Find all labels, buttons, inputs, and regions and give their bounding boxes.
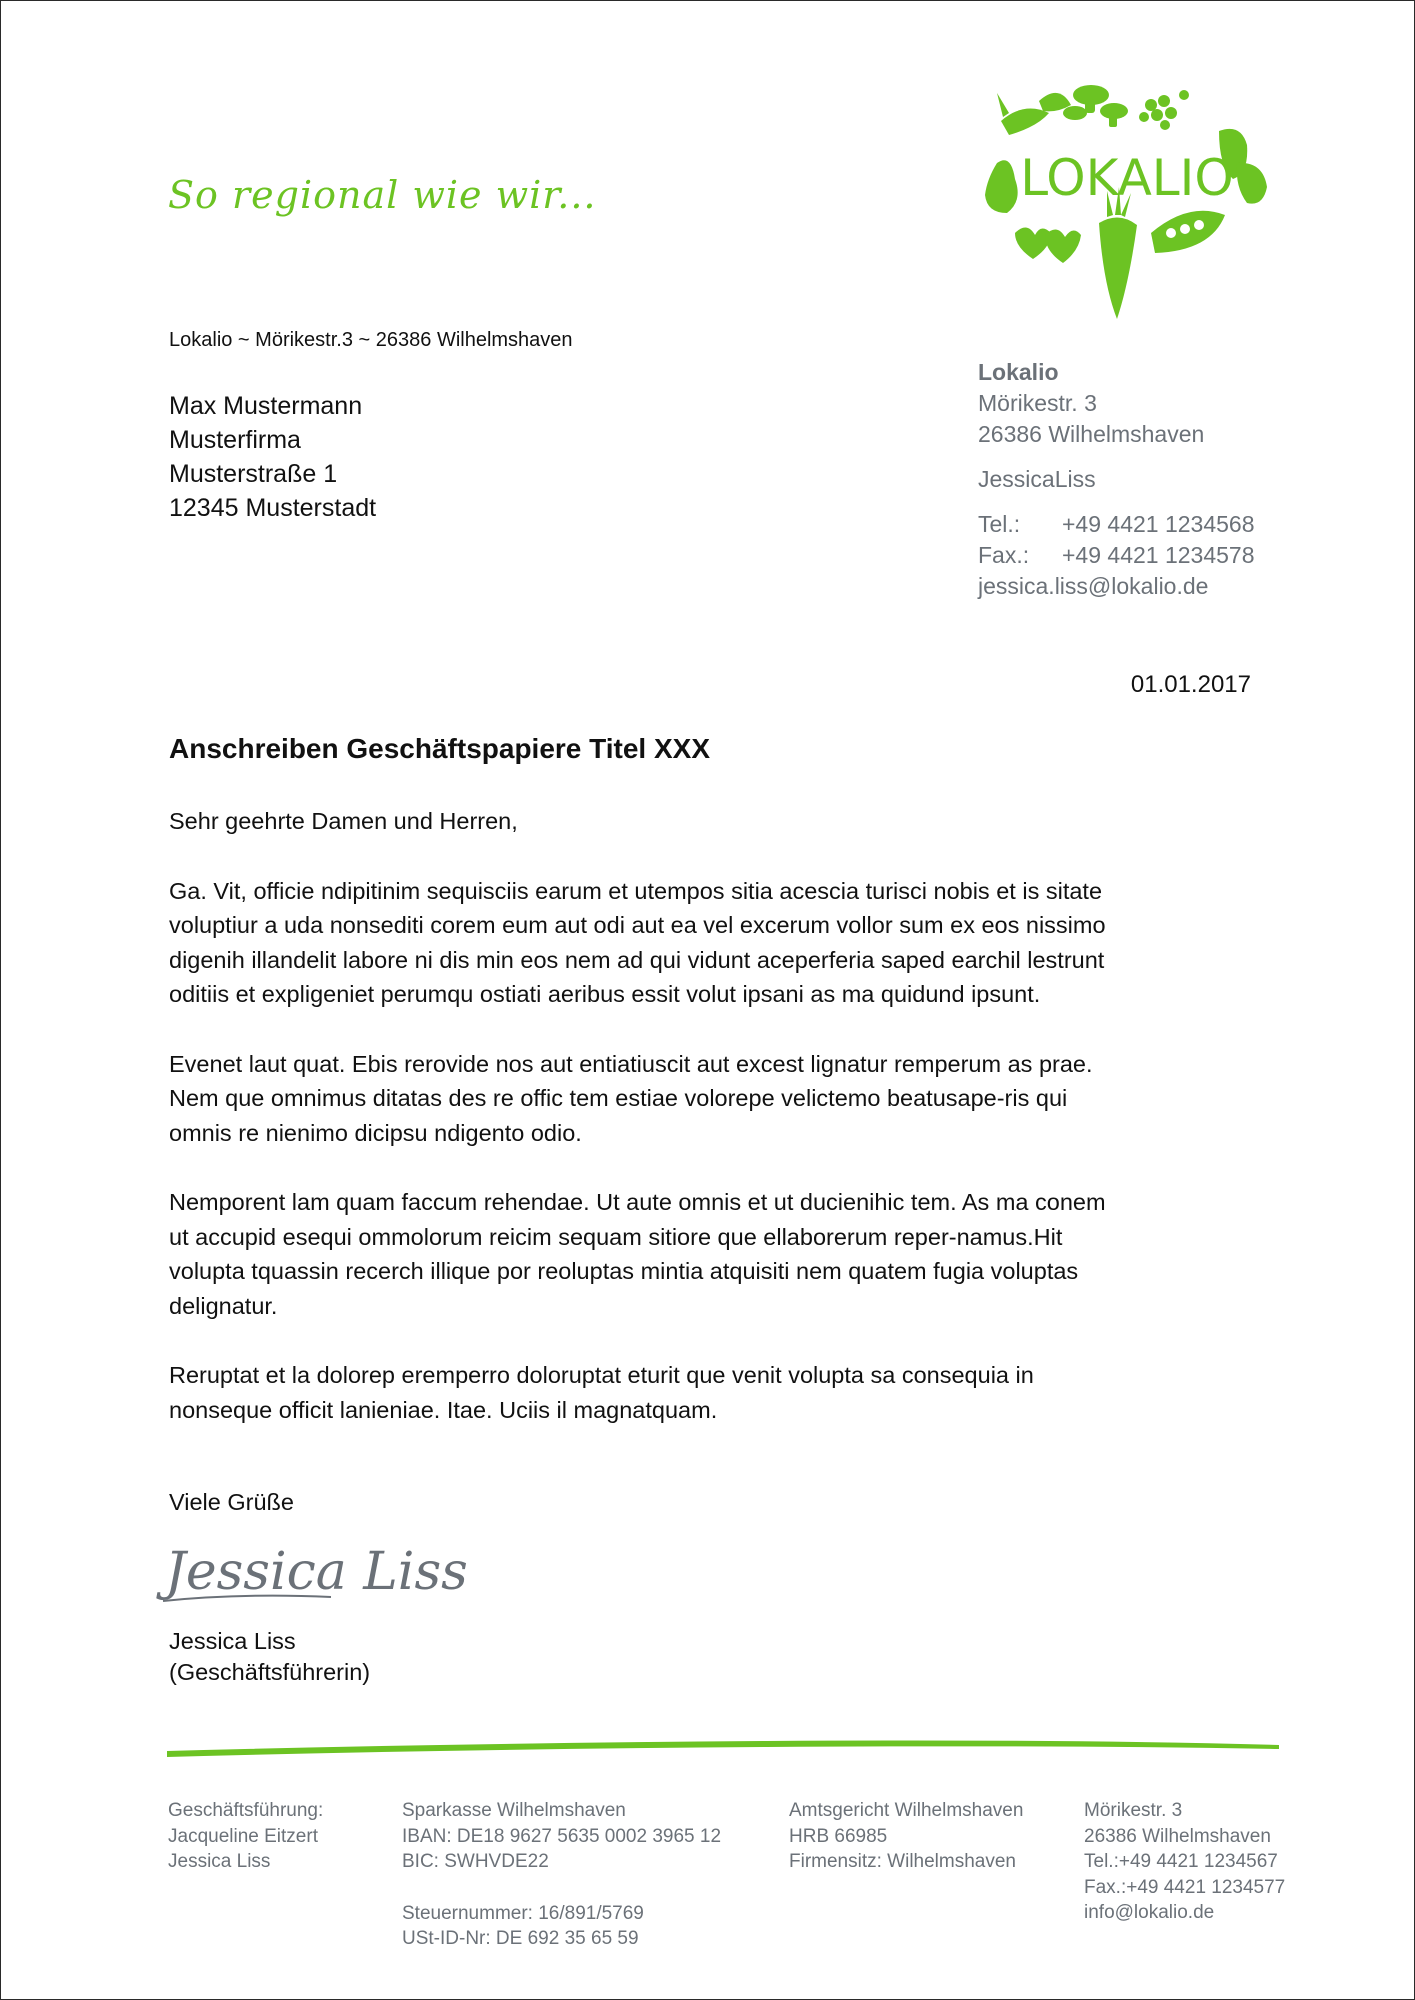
paragraph-2: Evenet laut quat. Ebis rerovide nos aut entiatiuscit aut excest lignatur remperum as prae. Nem que omnimus ditatas des re offic tem estiae volorepe velictemo beatusape-ris qui omnis re nienimo dicipsu ndigento odio.	[169, 1050, 1093, 1146]
salutation: Sehr geehrte Damen und Herren,	[169, 808, 518, 834]
paragraph-4: Reruptat et la dolorep eremperro doloruptat eturit que venit volupta sa consequia in nonseque officit lanieniae. Itae. Uciis il magnatquam.	[169, 1362, 1034, 1423]
footer-hrb: HRB 66985	[789, 1825, 888, 1847]
footer-seat: Firmensitz: Wilhelmshaven	[789, 1851, 1016, 1872]
signer-name: Jessica Liss	[169, 1628, 296, 1654]
footer-iban: IBAN: DE18 9627 5635 0002 3965 12	[402, 1825, 722, 1847]
lokalio-logo	[979, 83, 1279, 323]
footer-fax: Fax.:+49 4421 1234577	[1084, 1876, 1286, 1898]
slogan: So regional wie wir...	[168, 173, 597, 217]
footer-manager-2: Jessica Liss	[168, 1851, 271, 1872]
recipient-address	[169, 389, 376, 525]
tel-number: +49 4421 1234568	[1062, 511, 1255, 537]
letter-subject: Anschreiben Geschäftspapiere Titel XXX	[169, 733, 711, 764]
footer-address	[1084, 1798, 1285, 1926]
recipient-city: 12345 Musterstadt	[169, 494, 377, 522]
fax-label: Fax.:	[978, 542, 1030, 568]
footer-bank	[402, 1798, 721, 1952]
footer-management	[168, 1798, 323, 1875]
fax-number: +49 4421 1234578	[1062, 542, 1255, 568]
footer-bic: BIC: SWHVDE22	[402, 1851, 549, 1872]
sender-email: jessica.liss@lokalio.de	[978, 573, 1209, 599]
footer-court-name: Amtsgericht Wilhelmshaven	[789, 1800, 1024, 1821]
footer-city: 26386 Wilhelmshaven	[1084, 1825, 1271, 1847]
sender-tel-row	[978, 509, 1255, 540]
sender-city: 26386 Wilhelmshaven	[978, 421, 1205, 447]
sender-info-block	[978, 357, 1255, 602]
sender-fax-row	[978, 540, 1255, 571]
recipient-street: Musterstraße 1	[169, 460, 338, 488]
footer-management-label: Geschäftsführung:	[168, 1800, 324, 1821]
footer-email: info@lokalio.de	[1084, 1902, 1215, 1923]
footer-bank-name: Sparkasse Wilhelmshaven	[402, 1800, 626, 1821]
signer-block	[169, 1626, 370, 1688]
handwritten-signature	[161, 1531, 468, 1611]
signer-role: (Geschäftsführerin)	[169, 1659, 371, 1685]
tel-label: Tel.:	[978, 511, 1021, 537]
sender-street: Mörikestr. 3	[978, 390, 1097, 416]
letter-date: 01.01.2017	[1130, 671, 1251, 698]
sender-return-address: Lokalio ~ Mörikestr.3 ~ 26386 Wilhelmshaven	[169, 329, 573, 351]
sender-contact: JessicaLiss	[978, 466, 1096, 492]
recipient-name: Max Mustermann	[169, 392, 363, 420]
svg-text:Jessica Liss: Jessica Liss	[165, 1542, 468, 1602]
footer-street: Mörikestr. 3	[1084, 1800, 1183, 1821]
closing: Viele Grüße	[169, 1489, 294, 1515]
logo-wordmark: LOKALIO	[1020, 149, 1234, 207]
footer-tax-number: Steuernummer: 16/891/5769	[402, 1902, 644, 1924]
footer-vat-id: USt-ID-Nr: DE 692 35 65 59	[402, 1928, 639, 1949]
footer-divider	[167, 1733, 1279, 1759]
footer-manager-1: Jacqueline Eitzert	[168, 1825, 318, 1847]
paragraph-3: Nemporent lam quam faccum rehendae. Ut aute omnis et ut ducienihic tem. As ma conem ut accupid esequi ommolorum reicim sequam sitiore que ellaborerum reper-namus.Hit volupta tquassin recerch illique por reoluptas mintia atquisiti nem quatem fugia voluptas delignatur.	[169, 1189, 1106, 1319]
footer-court	[789, 1798, 1023, 1875]
sender-company: Lokalio	[978, 359, 1059, 385]
paragraph-1: Ga. Vit, officie ndipitinim sequisciis earum et utempos sitia acescia turisci nobis et is sitate voluptiur a uda nonsediti corem eum aut odi aut ea vel excerum vollor sum ex eos nissimo digenih illandelit labore ni dis min eos nem ad qui vidunt aceperferia saped earchil lestrunt oditiis et expligeniet perumqu ostiati aeribus essit volut ipsani as ma quidund ipsunt.	[169, 877, 1106, 1007]
footer-tel: Tel.:+49 4421 1234567	[1084, 1851, 1278, 1872]
recipient-company: Musterfirma	[169, 426, 301, 454]
letter-body	[169, 804, 1129, 1462]
